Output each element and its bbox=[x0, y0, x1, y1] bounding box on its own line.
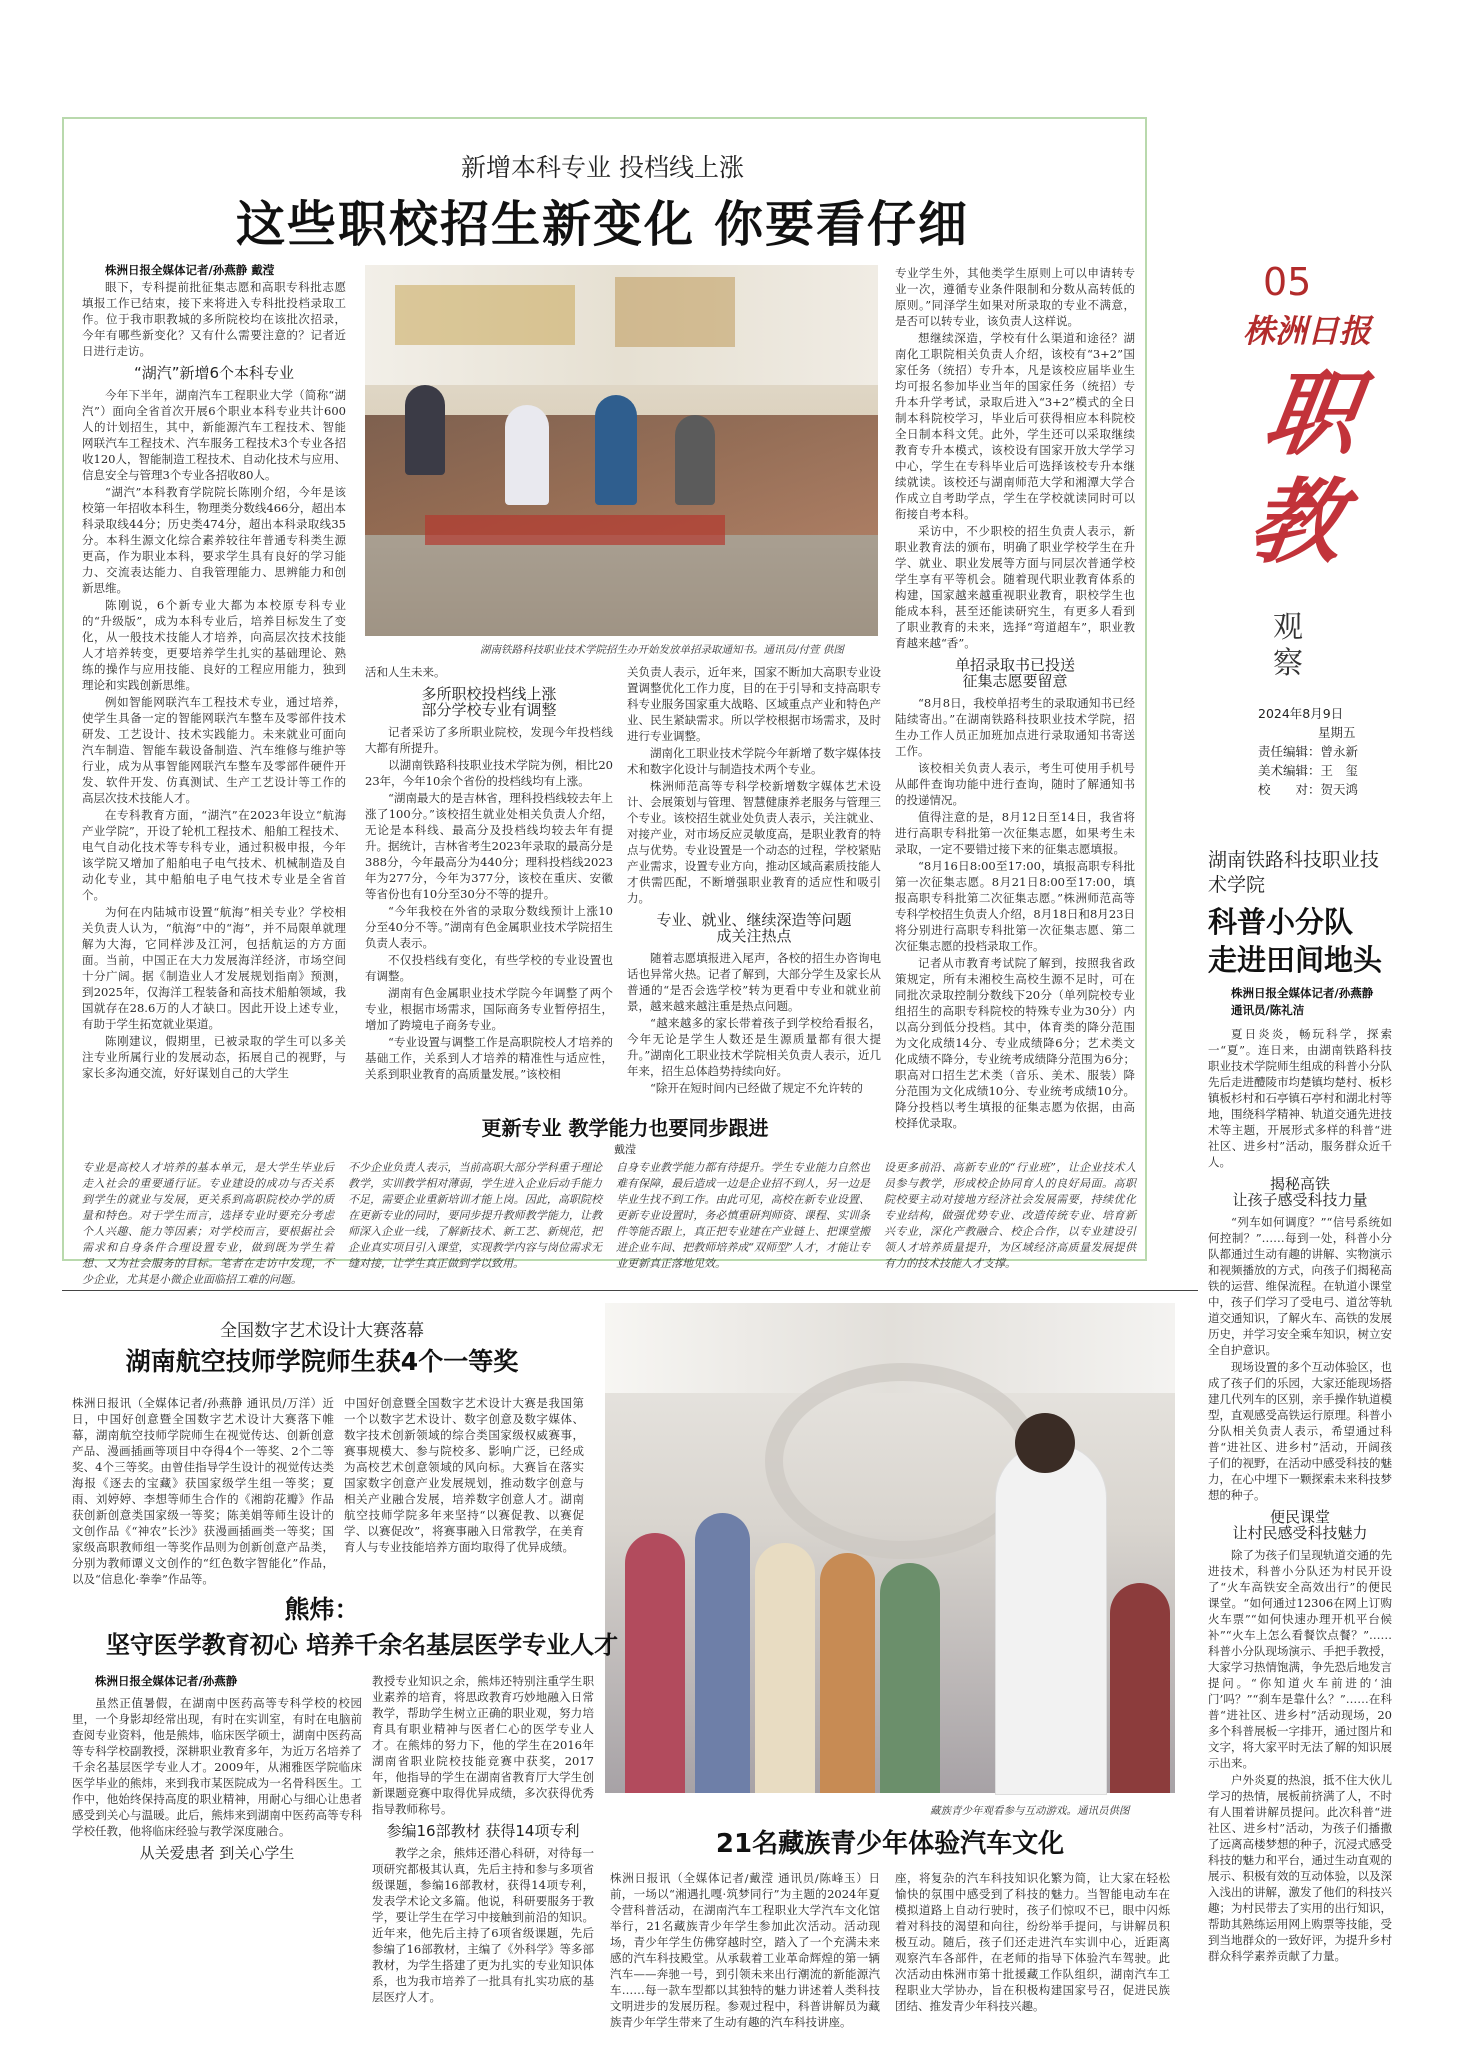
paragraph: 陈刚说，6个新专业大都为本校原专科专业的“升级版”，成为本科专业后，培养目标发生了变化，从一般技术技能人才培养，向高层次技术技能人才培养转变，更要培养学生扎实的基础理论、熟练的操作与应用技能、良好的工程应用能力，独到理论和实践创新思维。 bbox=[82, 598, 346, 692]
paragraph: 活和人生未来。 bbox=[365, 665, 446, 679]
medical-col1 bbox=[72, 1673, 362, 2053]
paragraph: 陈刚建议，假期里，已被录取的学生可以多关注专业所属行业的发展动态，拓展自己的视野，与家长多沟通交流，好好谋划自己的大学生 bbox=[82, 1034, 346, 1080]
section-subtitle: 观察 bbox=[1273, 610, 1303, 681]
paragraph: 为何在内陆城市设置“航海”相关专业？学校相关负责人认为，“航海”中的“海”，并不局限单就理解为大海，它同样涉及江河，包括航运的方方面面。当前，中国正在大力发展海洋经济，市场空间十分广阔。据《制造业人才发展规划指南》预测，到2025年，仅海洋工程装备和高技术船舶领域，我国就存在28.6万的人才缺口。因此开设上述专业，有助于学生拓宽就业渠道。 bbox=[82, 905, 346, 1031]
art-editor: 美术编辑：王 玺 bbox=[1258, 763, 1359, 778]
paragraph: 采访中，不少职校的招生负责人表示，新职业教育法的颁布，明确了职业学校学生在升学、就业、职业发展等方面与同层次普通学校学生享有平等机会。随着现代职业教育体系的构建，国家越来越重视职业教育，职校学生也能成本科，甚至还能读研究生，有更多人看到了职业教育的未来，选择“弯道超车”，职业教育越来越“香”。 bbox=[895, 524, 1135, 650]
commentary-byline: 戴滢 bbox=[614, 1143, 636, 1156]
main-article-photo bbox=[365, 265, 878, 636]
editor: 责任编辑：曾永新 bbox=[1258, 744, 1359, 759]
commentary-col1: 专业是高校人才培养的基本单元，是大学生毕业后走入社会的重要通行证。专业建设的成功与否关系到学生的就业与发展，更关系到高职院校办学的质量和特色。对于学生而言，选择专业时要充分考虑个人兴趣、能力等因素；对学校而言，要根据社会需求和自身条件合理设置专业，做到既为学生着想、又为社会服务的目标。笔者在走访中发现，不少企业，尤其是小微企业面临招工难的问题。 bbox=[82, 1161, 334, 1286]
paragraph: 现场设置的多个互动体验区，也成了孩子们的乐园，大家还能现场搭建几代列车的区别，亲手操作轨道模型，直观感受高铁运行原理。科普小分队相关负责人表示，希望通过科普“进社区、进乡村”活动，开阔孩子们的视野，在活动中感受科技的魅力，在心中埋下一颗探索未来科技梦想的种子。 bbox=[1208, 1360, 1392, 1502]
medical-title-line2: 坚守医学教育初心 培养千余名基层医学专业人才 bbox=[105, 1631, 619, 1659]
main-article-col3 bbox=[627, 664, 881, 1104]
tibet-photo-caption: 藏族青少年观看参与互动游戏。通讯员供图 bbox=[930, 1805, 1130, 1817]
side-byline: 通讯员/陈礼洁 bbox=[1231, 1003, 1305, 1017]
subhead-line: 便民课堂 bbox=[1269, 1508, 1330, 1526]
subhead-line: 部分学校专业有调整 bbox=[421, 701, 557, 719]
section-title-text: 职教 bbox=[1242, 360, 1366, 576]
issue-date: 2024年8月9日 bbox=[1258, 706, 1344, 721]
tibet-col2: 座，将复杂的汽车科技知识化繁为简，让大家在轻松愉快的氛围中感受到了科技的魅力。当智能电动车在模拟道路上自动行驶时，孩子们惊叹不已，眼中闪烁着对科技的渴望和向往，纷纷举手提问，与讲解员积极互动。随后，孩子们还走进汽车实训中心，近距离观察汽车各部件，在老师的指导下体验汽车驾驶。此次活动由株洲市第十批援藏工作队组织，湖南汽车工程职业大学协办，旨在积极构建国家号召，促进民族团结、推发青少年科技兴趣。 bbox=[895, 1871, 1170, 2013]
paragraph: 今年下半年，湖南汽车工程职业大学（简称“湖汽”）面向全省首次开展6个职业本科专业共计600人的计划招生，其中，新能源汽车工程技术、智能网联汽车工程技术、汽车服务工程技术3个专业各招收120人，智能制造工程技术、自动化技术与应用、信息安全与管理3个专业各招收80人。 bbox=[82, 388, 346, 482]
subhead-line: 多所职校投档线上涨 bbox=[421, 685, 557, 703]
paragraph: 例如智能网联汽车工程技术专业，通过培养，使学生具备一定的智能网联汽车整车及零部件技术研发、工艺设计、技术实践能力。未来就业可面向汽车制造、智能车载设备制造、汽车维修与维护等行业，成为从事智能网联汽车整车及零部件硬件开发、软件开发、仿真测试、生产工艺设计等工作的高层次技术技能人才。 bbox=[82, 695, 346, 805]
subhead bbox=[895, 657, 1135, 689]
paragraph: 记者从市教育考试院了解到，按照我省政策规定，所有未湘校生高校生源不足时，可在同批次录取控制分数线下20分（单列院校专业组招生的高职专科院校的特殊专业为30分）内以高分到低分投档。其中，体育类的降分范围为文化成绩14分、专业成绩降6分；艺术类文化成绩不降分，专业统考成绩降分范围为6分；职高对口招生艺术类（音乐、美术、服装）降分范围为文化成绩10分、专业统考成绩10分。降分投档以考生填报的征集志愿为依据，由高校择优录取。 bbox=[895, 956, 1135, 1130]
section-title bbox=[1242, 360, 1366, 576]
section-divider bbox=[62, 1290, 1198, 1291]
main-article-byline: 株洲日报全媒体记者/孙燕静 戴滢 bbox=[105, 263, 275, 277]
paragraph: 虽然正值暑假，在湖南中医药高等专科学校的校园里，一个身影却经常出现，有时在实训室，有时在电脑前查阅专业资料，他是熊炜，临床医学硕士，湖南中医药高等专科学校副教授，深耕职业教育多年，为近万名培养了千余名基层医学专业人才。2009年，从湘雅医学院临床医学毕业的熊炜，来到我市某医院成为一名骨科医生。工作中，他始终保持高度的职业精神，用耐心与细心让患者感受到关心与温暖。此后，熊炜来到湖南中医药高等专科学校任教，他将临床经验与教学深度融合。 bbox=[72, 1696, 362, 1838]
paragraph: “除开在短时间内已经做了规定不允许转的 bbox=[650, 1081, 863, 1095]
masthead-info bbox=[1258, 704, 1358, 799]
issue-weekday: 星期五 bbox=[1318, 725, 1356, 740]
subhead bbox=[1208, 1509, 1392, 1541]
aviation-col1: 株洲日报讯（全媒体记者/孙燕静 通讯员/万洋）近日，中国好创意暨全国数字艺术设计大赛落下帷幕，湖南航空技师学院师生在视觉传达、创新创意产品、漫画插画等项目中夺得4个一等奖、2个二等奖、4个三等奖。由曾佳指导学生设计的视觉传达类海报《逐去的宝藏》获国家级学生组一等奖；夏雨、刘婷婷、李想等师生合作的《湘韵花瓣》作品获创新创意类国家级一等奖；陈美娟等师生设计的文创作品《“神农”长沙》获漫画插画类一等奖；国家级高职教师组一等奖作品则为创新创意产品类，分别为教师谭义文创作的“红色数字智能化”作品，以及“信息化·拳拳”作品等。 bbox=[72, 1396, 334, 1586]
subhead-line: 让村民感受科技魅力 bbox=[1232, 1524, 1368, 1542]
commentary-title: 更新专业 教学能力也要同步跟进 bbox=[481, 1116, 769, 1140]
side-article-title bbox=[1208, 903, 1388, 979]
subhead-line: 单招录取书已投送 bbox=[954, 656, 1075, 674]
subhead bbox=[1208, 1176, 1392, 1208]
paragraph: “湖汽”本科教育学院院长陈刚介绍，今年是该校第一年招收本科生，物理类分数线466分，超出本科录取线44分；历史类474分，超出本科录取线35分。本科生源文化综合素养较往年普通专科类生源更高，作为职业本科，要求学生具有良好的学习能力、交流表达能力、自我管理能力、思辨能力和创新思维。 bbox=[82, 485, 346, 595]
side-article-body bbox=[1208, 985, 1392, 2040]
paragraph: 教授专业知识之余，熊炜还特别注重学生职业素养的培育，将思政教育巧妙地融入日常教学，帮助学生树立正确的职业观，努力培育具有职业精神与医者仁心的医学专业人才。在熊炜的努力下，他的学生在2016年湖南省职业院校技能竞赛中获奖，2017年，他指导的学生在湖南省教育厅大学生创新课题竞赛中取得优异成绩，多次获得优秀指导教师称号。 bbox=[372, 1674, 594, 1816]
paragraph: 湖南化工职业技术学院今年新增了数字媒体技术和数字化设计与制造技术两个专业。 bbox=[627, 746, 881, 776]
paragraph: 户外炎夏的热浪，抵不住大伙儿学习的热情，展板前挤满了人，不时有人围着讲解员提问。此次科普“进社区、进乡村”活动，为孩子们播撒了远离高楼梦想的种子，沉浸式感受科技的魅力和平台，通过生动直观的展示、积极有效的互动体验，以及深入浅出的讲解，激发了他们的科技兴趣；为村民带去了实用的出行知识，帮助其熟练运用网上购票等技能，受到当地群众的一致好评，为提升乡村群众科学素养贡献了力量。 bbox=[1208, 1773, 1392, 1963]
main-article-title: 这些职校招生新变化 你要看仔细 bbox=[235, 196, 970, 253]
medical-col2 bbox=[372, 1673, 594, 2053]
paragraph: “今年我校在外省的录取分数线预计上涨10分至40分不等。”湖南有色金属职业技术学院招生负责人表示。 bbox=[365, 904, 613, 950]
subhead: “湖汽”新增6个本科专业 bbox=[133, 364, 295, 382]
side-byline: 株洲日报全媒体记者/孙燕静 bbox=[1231, 986, 1374, 1000]
paragraph: 值得注意的是，8月12日至14日，我省将进行高职专科批第一次征集志愿，如果考生未录取，一定不要错过接下来的征集志愿填报。 bbox=[895, 810, 1135, 856]
paragraph: 想继续深造，学校有什么渠道和途径？湖南化工职院相关负责人介绍，该校有“3+2”国家任务（统招）专升本，凡是该校应届毕业生均可报名参加毕业当年的国家任务（统招）专升本升学考试，录取后进入“3+2”模式的全日制本科院校学习，毕业后可获得相应本科院校全日制本科文凭。此外，学生还可以采取继续教育专升本模式，该校设有国家开放大学学习中心，学生在专科毕业后可选择该校专升本继续就读。该校还与湖南师范大学和湘潭大学合作成立自考助学点，学生在学校就读同时可以衔接自考本科。 bbox=[895, 331, 1135, 521]
paragraph: 该校相关负责人表示，考生可使用手机号从邮件查询功能中进行查询，随时了解通知书的投递情况。 bbox=[895, 761, 1135, 807]
paragraph: 以湖南铁路科技职业技术学院为例，相比2023年，今年10余个省份的投档线均有上涨。 bbox=[365, 758, 613, 788]
subhead-line: 揭秘高铁 bbox=[1269, 1175, 1330, 1193]
paragraph: “专业设置与调整工作是高职院校人才培养的基础工作，关系到人才培养的精准性与适应性，关系到职业教育的高质量发展。”该校相 bbox=[365, 1035, 613, 1081]
subhead-line: 成关注热点 bbox=[716, 927, 792, 945]
subhead bbox=[627, 912, 881, 944]
paragraph: 株洲师范高等专科学校新增数字媒体艺术设计、会展策划与管理、智慧健康养老服务与管理三个专业。该校招生就业处负责人表示，关注就业、对接产业，对市场反应灵敏度高，是职业教育的特点与优势。专业设置是一个动态的过程，学校紧贴产业需求，设置专业方向，推动区域高素质技能人才供需匹配，不断增强职业教育的适应性和吸引力。 bbox=[627, 779, 881, 905]
main-article-col2 bbox=[365, 664, 613, 1104]
main-photo-caption: 湖南铁路科技职业技术学院招生办开始发放单招录取通知书。通讯员/付萱 供图 bbox=[480, 644, 844, 656]
subhead: 从关爱患者 到关心学生 bbox=[139, 1844, 295, 1862]
side-article-kicker: 湖南铁路科技职业技术学院 bbox=[1208, 849, 1380, 896]
paragraph: “8月8日，我校单招考生的录取通知书已经陆续寄出。”在湖南铁路科技职业技术学院，招生办工作人员正加班加点进行录取通知书寄送工作。 bbox=[895, 696, 1135, 758]
aviation-col2: 中国好创意暨全国数字艺术设计大赛是我国第一个以数字艺术设计、数字创意及数字媒体、数字技术创新领域的综合类国家级权威赛事，赛事规模大、参与院校多、影响广泛，已经成为高校艺术创意领域的风向标。大赛旨在落实国家数字创意产业发展规划，推动数字创意与相关产业融合发展，培养数字创意人才。湖南航空技师学院多年来坚持“以赛促教、以赛促学、以赛促改”，将赛事融入日常教学，在美育育人与专业技能培养方面均取得了优异成绩。 bbox=[344, 1396, 584, 1554]
paragraph: 关负责人表示，近年来，国家不断加大高职专业设置调整优化工作力度，目的在于引导和支持高职专科专业服务国家重大战略、区域重点产业和特色产业、民生紧缺需求。所以学校根据市场需求，及时进行专业调整。 bbox=[627, 665, 881, 743]
main-article-col1 bbox=[82, 262, 346, 1247]
paragraph: “8月16日8:00至17:00，填报高职专科批第一次征集志愿。8月21日8:00至17:00，填报高职专科批第二次征集志愿。”株洲师范高等专科学校招生负责人介绍，8月18日和8月23日将分别进行高职专科批第一次征集志愿、第二次征集志愿的投档录取工作。 bbox=[895, 859, 1135, 953]
paragraph: “湖南最大的是吉林省，理科投档线较去年上涨了100分。”该校招生就业处相关负责人介绍，无论是本科线、最高分及投档线均较去年有提升。据统计，吉林省考生2023年录取的最高分是388分，今年最高分为440分；理科投档线2023年为277分，今年为377分，该校在重庆、安徽等省份也有10分至30分不等的提升。 bbox=[365, 791, 613, 901]
subhead: 参编16部教材 获得14项专利 bbox=[386, 1822, 580, 1840]
tibet-article-photo bbox=[605, 1303, 1175, 1793]
paragraph: 眼下，专科提前批征集志愿和高职专科批志愿填报工作已结束，接下来将进入专科批投档录取工作。位于我市职教城的多所院校均在该批次招录，今年有哪些新变化？又有什么需要注意的？记者近日进行走访。 bbox=[82, 280, 346, 358]
title-line: 走进田间地头 bbox=[1208, 943, 1383, 977]
subhead-line: 让孩子感受科技力量 bbox=[1232, 1191, 1368, 1209]
main-article-kicker: 新增本科专业 投档线上涨 bbox=[461, 153, 744, 182]
main-article-col4 bbox=[895, 265, 1135, 1130]
paragraph: 在专科教育方面，“湖汽”在2023年设立“航海产业学院”，开设了轮机工程技术、船舶工程技术、电气自动化技术等专科专业，通过积极申报，今年该学院又增加了船舶电子电气技术、机械制造及自动化专业，其中船舶电子电气技术专业是全省首个。 bbox=[82, 808, 346, 902]
paper-name: 株洲日报 bbox=[1243, 312, 1372, 350]
tibet-article-title: 21名藏族青少年体验汽车文化 bbox=[715, 1829, 1065, 1859]
paragraph: “列车如何调度？”“信号系统如何控制？”……每到一处，科普小分队都通过生动有趣的讲解、实物演示和视频播放的方式，向孩子们揭秘高铁的运营、维保流程。在轨道小课堂中，孩子们学习了受电弓、道岔等轨道交通知识，了解火车、高铁的发展历史，并学习安全乘车知识，树立安全自护意识。 bbox=[1208, 1215, 1392, 1357]
subhead bbox=[365, 686, 613, 718]
paragraph: 湖南有色金属职业技术学院今年调整了两个专业，根据市场需求，国际商务专业暂停招生，增加了跨境电子商务专业。 bbox=[365, 986, 613, 1032]
paragraph: 除了为孩子们呈现轨道交通的先进技术，科普小分队还为村民开设了“火车高铁安全高效出行”的便民课堂。“如何通过12306在网上订购火车票”“如何快速办理开机平台候补”“火车上怎么看餐饮点餐？”……科普小分队现场演示、手把手教授，大家学习热情饱满，争先恐后地发言提问。“你知道火车前进的‘油门’吗？”“刹车是靠什么？”……在科普“进社区、进乡村”活动现场，20多个科普展板一字排开，通过图片和文字，将大家平时无法了解的知识展示出来。 bbox=[1208, 1548, 1392, 1770]
proofreader: 校 对：贺天鸿 bbox=[1258, 782, 1359, 797]
paragraph: 夏日炎炎，畅玩科学，探索一“夏”。连日来，由湖南铁路科技职业技术学院师生组成的科普小分队先后走进醴陵市均楚镇均楚村、板杉镇板杉村和石亭镇石亭村和湖北村等地，围绕科学精神、轨道交通先进技术等主题，开展形式多样的科普“进社区、进乡村”活动，服务群众近千人。 bbox=[1208, 1027, 1392, 1169]
page-number: 05 bbox=[1263, 260, 1312, 304]
commentary-col4: 设更多前沿、高新专业的“行业班”，让企业技术人员参与教学，形成校企协同育人的良好局面。高职院校要主动对接地方经济社会发展需要，持续优化专业结构，做强优势专业、改造传统专业、培育新兴专业，深化产教融合、校企合作，以专业建设引领人才培养质量提升，为区域经济高质量发展提供有力的技术技能人才支撑。 bbox=[884, 1161, 1136, 1270]
subhead-line: 征集志愿要留意 bbox=[962, 672, 1068, 690]
medical-byline: 株洲日报全媒体记者/孙燕静 bbox=[95, 1674, 238, 1688]
paragraph: “越来越多的家长带着孩子到学校给看报名，今年无论是学生人数还是生源质量都有很大提升。”湖南化工职业技术学院相关负责人表示，近几年来，招生总体趋势持续向好。 bbox=[627, 1016, 881, 1078]
subhead-line: 专业、就业、继续深造等问题 bbox=[656, 911, 852, 929]
paragraph: 专业学生外，其他类学生原则上可以申请转专业一次，遵循专业条件限制和分数从高转低的原则。”同泽学生如果对所录取的专业不满意，是否可以转专业，该负责人这样说。 bbox=[895, 266, 1135, 328]
title-line: 科普小分队 bbox=[1208, 905, 1354, 939]
paragraph: 教学之余，熊炜还潜心科研，对待每一项研究都极其认真，先后主持和参与多项省级课题，参编16部教材，获得14项专利，发表学术论文多篇。他说，科研要服务于教学，要让学生在学习中接触到前沿的知识。近年来，他先后主持了6项省级课题，先后参编了16部教材，主编了《外科学》等多部教材，为学生搭建了更为扎实的专业知识体系，也为我市培养了一批具有扎实功底的基层医疗人才。 bbox=[372, 1846, 594, 2004]
paragraph: 随着志愿填报进入尾声，各校的招生办咨询电话也异常火热。记者了解到，大部分学生及家长从普通的“是否会选学校”转为更看中专业和就业前景，越来越来越注重是热点问题。 bbox=[627, 951, 881, 1013]
aviation-title: 湖南航空技师学院师生获4个一等奖 bbox=[125, 1347, 519, 1376]
paragraph: 不仅投档线有变化，有些学校的专业设置也有调整。 bbox=[365, 953, 613, 983]
aviation-kicker: 全国数字艺术设计大赛落幕 bbox=[220, 1321, 424, 1341]
medical-title-line1: 熊炜： bbox=[284, 1595, 360, 1624]
paragraph: 记者采访了多所职业院校，发现今年投档线大都有所提升。 bbox=[365, 725, 613, 755]
commentary-col3: 自身专业教学能力都有待提升。学生专业能力自然也难有保障，最后造成一边是企业招不到人，另一边是毕业生找不到工作。由此可见，高校在新专业设置、更新专业设置时，务必慎重研判师资、课程、实训条件等能否跟上，真正把专业建在产业链上、把课堂搬进企业车间、把教师培养成“双师型”人才，才能让专业更新真正落地见效。 bbox=[616, 1161, 870, 1270]
commentary-col2: 不少企业负责人表示，当前高职大部分学科重于理论教学，实训教学相对薄弱，学生进入企业后动手能力不足，需要企业重新培训才能上岗。因此，高职院校在更新专业的同时，要同步提升教师教学能力，让教师深入企业一线，了解新技术、新工艺、新规范，把企业真实项目引入课堂，实现教学内容与岗位需求无缝对接，让学生真正做到学以致用。 bbox=[348, 1161, 602, 1270]
tibet-col1: 株洲日报讯（全媒体记者/戴滢 通讯员/陈峰玉）日前，一场以“湘遇扎嘎·筑梦同行”为主题的2024年夏令营科普活动，在湖南汽车工程职业大学汽车文化馆举行，21名藏族青少年学生参加此次活动。活动现场，青少年学生仿佛穿越时空，踏入了一个充满未来感的汽车科技殿堂。从承载着工业革命辉煌的第一辆汽车——奔驰一号，到引领未来出行潮流的新能源汽车……每一款车型都以其独特的魅力讲述着人类科技文明进步的发展历程。参观过程中，科普讲解员为藏族青少年学生带来了生动有趣的汽车科技讲座。 bbox=[610, 1871, 880, 2029]
